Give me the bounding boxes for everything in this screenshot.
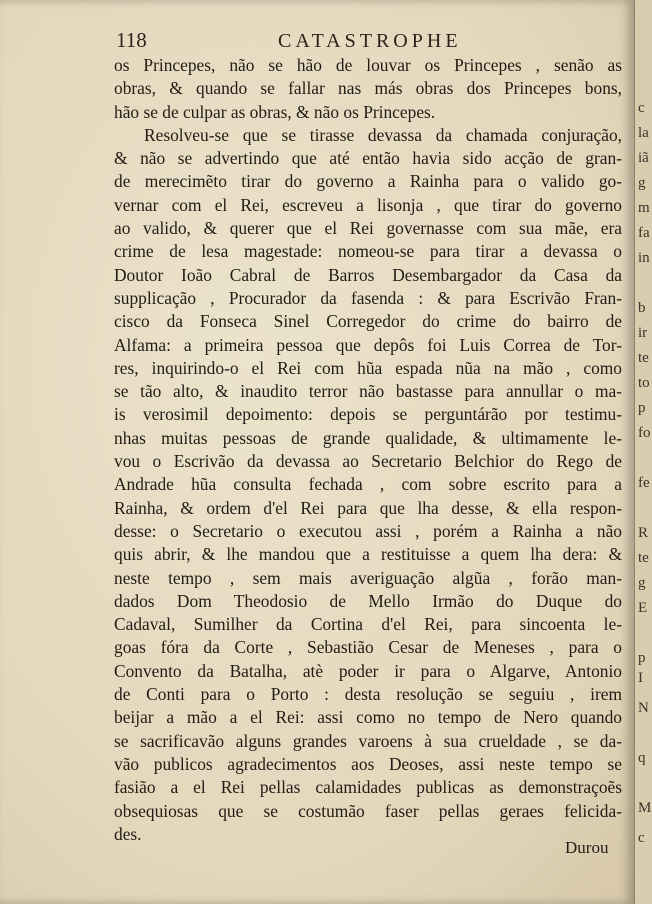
text-line: ao valido, & querer que el Rei governasse com sua mãe, era bbox=[114, 218, 622, 239]
text-line: & não se advertindo que até então havia sido acção de gran- bbox=[114, 148, 622, 169]
edge-glyph: iã bbox=[638, 150, 649, 166]
text-line: quis abrir, & lhe mandou que a restituisse a quem lha dera: & bbox=[114, 544, 622, 565]
edge-glyph: c bbox=[638, 830, 645, 846]
text-line: obras, & quando se fallar nas más obras dos Princepes bons, bbox=[114, 78, 622, 99]
edge-glyph: g bbox=[638, 175, 646, 191]
body-text bbox=[114, 54, 622, 846]
catchword: Durou bbox=[565, 838, 609, 857]
text-line: goas fóra da Corte , Sebastião Cesar de Meneses , para o bbox=[114, 637, 622, 658]
text-line: vão publicos agradecimentos aos Deoses, assi neste tempo se bbox=[114, 753, 622, 774]
text-line: des. bbox=[114, 823, 142, 844]
text-line: Convento da Batalha, atè poder ir para o Algarve, Antonio bbox=[114, 660, 622, 681]
text-line: is verosimil depoimento: depois se perguntárão por testimu- bbox=[114, 404, 622, 425]
edge-glyph: te bbox=[638, 550, 649, 566]
text-line: Doutor Ioão Cabral de Barros Desembargador da Casa da bbox=[114, 264, 622, 285]
edge-glyph: fa bbox=[638, 225, 650, 241]
edge-glyph: ir bbox=[638, 325, 648, 341]
text-line: vou o Escrivão da devassa ao Secretario Belchior do Rego de bbox=[114, 451, 622, 472]
edge-glyph: p bbox=[638, 650, 646, 666]
edge-glyph: R bbox=[638, 525, 649, 541]
edge-glyph: te bbox=[638, 350, 649, 366]
edge-glyph: b bbox=[638, 300, 646, 316]
edge-glyph: N bbox=[638, 700, 649, 716]
edge-glyph: g bbox=[638, 575, 646, 591]
edge-glyph: E bbox=[638, 600, 648, 616]
text-line: Alfama: a primeira pessoa que depôs foi Luis Correa de Tor- bbox=[114, 334, 622, 355]
text-line: Andrade hũa consulta fechada , com sobre escrito para a bbox=[114, 474, 622, 495]
text-line: Resolveu-se que se tirasse devassa da chamada conjuração, bbox=[144, 124, 622, 145]
edge-glyph: I bbox=[638, 670, 643, 686]
text-line: hão se de culpar as obras, & não os Princepes. bbox=[114, 101, 436, 122]
text-line: cisco da Fonseca Sinel Corregedor do crime do bairro de bbox=[114, 311, 622, 332]
text-line: crime de lesa magestade: nomeou-se para tirar a devassa o bbox=[114, 241, 622, 262]
text-line: Cadaval, Sumilher da Cortina d'el Rei, para sincoenta le- bbox=[114, 614, 622, 635]
text-line: vernar com el Rei, escreveu a lisonja , que tirar do governo bbox=[114, 194, 622, 215]
text-line: se tão alto, & inaudito terror não bastasse para annullar o ma- bbox=[114, 381, 622, 402]
adjacent-page-edge bbox=[634, 0, 652, 904]
text-line: obsequiosas que se costumão faser pellas geraes felicida- bbox=[114, 800, 622, 821]
edge-glyph: in bbox=[638, 250, 650, 266]
text-line: dados Dom Theodosio de Mello Irmão do Duque do bbox=[114, 590, 622, 611]
edge-glyph: fo bbox=[638, 425, 651, 441]
edge-glyph: M bbox=[638, 800, 652, 816]
text-line: de Conti para o Porto : desta resolução se seguiu , irem bbox=[114, 684, 622, 705]
text-line: de merecimẽto tirar do governo a Rainha para o valido go- bbox=[114, 171, 622, 192]
text-line: fasião a el Rei pellas calamidades publicas as demonstraçoẽs bbox=[114, 777, 622, 798]
text-line: os Princepes, não se hão de louvar os Princepes , senão as bbox=[114, 55, 622, 75]
text-line: Rainha, & ordem d'el Rei para que lha desse, & ella respon- bbox=[114, 497, 622, 518]
text-line: beijar a mão a el Rei: assi como no tempo de Nero quando bbox=[114, 707, 622, 728]
edge-glyph: to bbox=[638, 375, 650, 391]
text-line: neste tempo , sem mais averiguação algũa , forão man- bbox=[114, 567, 622, 588]
text-line: se sacrificavão alguns grandes varoens à sua crueldade , se da- bbox=[114, 730, 622, 751]
edge-glyph: m bbox=[638, 200, 650, 216]
text-line: res, inquirindo-o el Rei com hũa espada nũa na mão , como bbox=[114, 357, 622, 378]
running-title: CATASTROPHE bbox=[278, 30, 462, 52]
edge-glyph: p bbox=[638, 400, 646, 416]
edge-glyph: fe bbox=[638, 475, 650, 491]
edge-glyph: la bbox=[638, 125, 649, 141]
text-line: nhas muitas pessoas de grande qualidade, & ultimamente le- bbox=[114, 427, 622, 448]
edge-glyph: q bbox=[638, 750, 646, 766]
text-line: desse: o Secretario o executou assi , porém a Rainha a não bbox=[114, 520, 622, 541]
page-number: 118 bbox=[116, 28, 147, 52]
text-line: supplicação , Procurador da fasenda : & para Escrivão Fran- bbox=[114, 287, 622, 308]
edge-glyph: c bbox=[638, 100, 645, 116]
